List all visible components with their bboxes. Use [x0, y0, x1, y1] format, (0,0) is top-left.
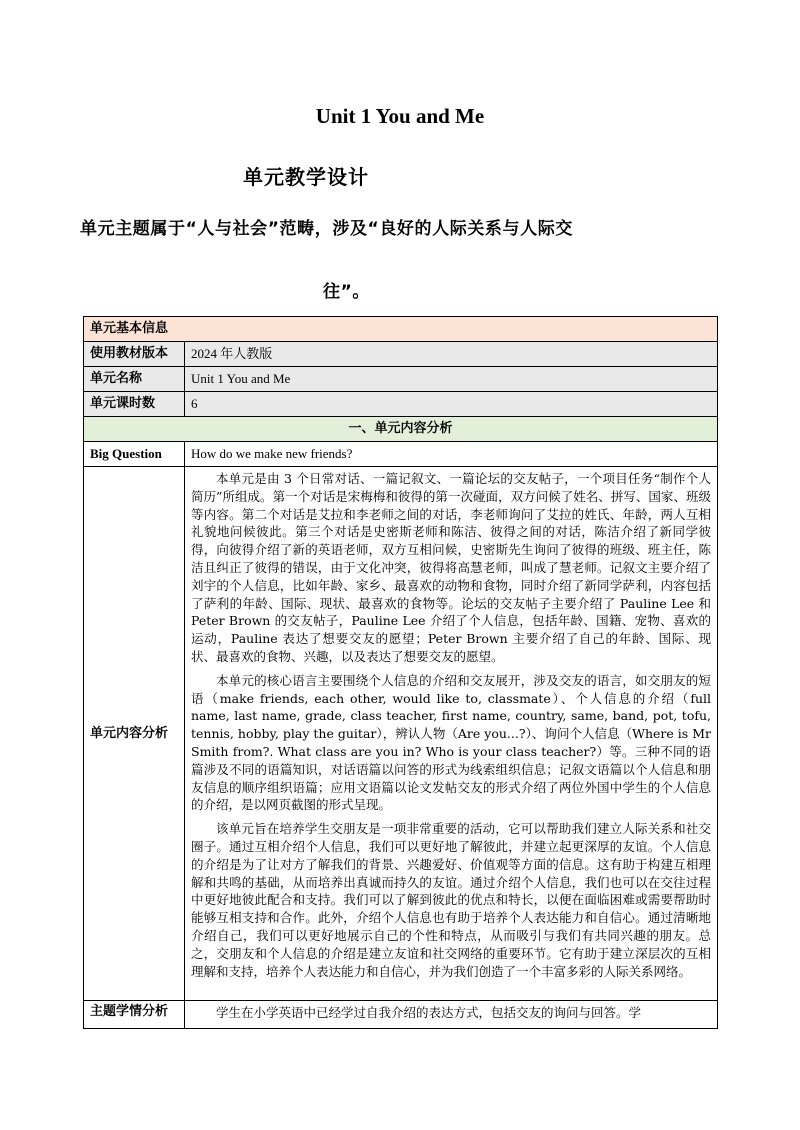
table-row — [84, 342, 718, 367]
table-row — [84, 367, 718, 392]
content-analysis-cell — [185, 467, 718, 1001]
lesson-count-value: 6 — [185, 392, 718, 417]
basic-info-header: 单元基本信息 — [84, 317, 718, 342]
content-analysis-label: 单元内容分析 — [84, 467, 185, 1001]
table-row — [84, 467, 718, 1001]
document-title-cn: 单元教学设计 — [243, 165, 369, 189]
theme-statement-line1: 单元主题属于“人与社会”范畴，涉及“良好的人际关系与人际交 — [80, 219, 573, 239]
table-header-row — [84, 317, 718, 342]
document-title-en: Unit 1 You and Me — [315, 104, 485, 128]
table-row — [84, 442, 718, 467]
textbook-version-label: 使用教材版本 — [84, 342, 185, 367]
unit-name-value: Unit 1 You and Me — [185, 367, 718, 392]
textbook-version-value: 2024 年人教版 — [185, 342, 718, 367]
section-row — [84, 417, 718, 442]
table-row — [84, 392, 718, 417]
content-paragraph: 该单元旨在培养学生交朋友是一项非常重要的活动，它可以帮助我们建立人际关系和社交圈子。通过互相介绍个人信息，我们可以更好地了解彼此，并建立起更深厚的友谊。个人信息的介绍是为了让对方了解我们的背景、兴趣爱好、价值观等方面的信息。这有助于构建互相理解和共鸣的基础，从而培养出真诚而持久的友谊。通过介绍个人信息，我们也可以在交往过程中更好地彼此配合和支持。我们可以了解到彼此的优点和特长，以便在面临困难或需要帮助时能够互相支持和合作。此外，介绍个人信息也有助于培养个人表达能力和自信心。通过清晰地介绍自己，我们可以更好地展示自己的个性和特点，从而吸引与我们有共同兴趣的朋友。总之，交朋友和个人信息的介绍是建立友谊和社交网络的重要环节。它有助于建立深层次的互相理解和支持，培养个人表达能力和自信心，并为我们创造了一个丰富多彩的人际关系网络。 — [191, 821, 712, 979]
unit-info-table — [83, 316, 718, 1029]
big-question-value: How do we make new friends? — [185, 442, 718, 467]
content-paragraph: 本单元的核心语言主要围绕个人信息的介绍和交友展开，涉及交友的语言，如交朋友的短语（make friends, each other, would like to, classmate）、个人信息的介绍（full name, last name, grade, class teacher, first name, country, same, band, pot, tofu, tennis, hobby, play the guitar），辨认人物（Are you...?）、询问个人信息（Where is Mr Smith from?. What class are you in? Who is your class teacher?）等。三种不同的语篇涉及不同的语篇知识，对话语篇以问答的形式为线索组织信息；记叙文语篇以个人信息和朋友信息的顺序组织语篇；应用文语篇以论文发帖交友的形式介绍了两位外国中学生的个人信息的介绍，是以网页截图的形式呈现。 — [191, 672, 712, 813]
big-question-label: Big Question — [84, 442, 185, 467]
student-analysis-text: 学生在小学英语中已经学过自我介绍的表达方式，包括交友的询问与回答。学 — [216, 1005, 642, 1020]
table-row — [84, 1001, 718, 1029]
student-analysis-cell — [185, 1001, 718, 1029]
theme-statement-line2: 往”。 — [323, 282, 370, 302]
lesson-count-label: 单元课时数 — [84, 392, 185, 417]
content-paragraph: 本单元是由 3 个日常对话、一篇记叙文、一篇论坛的交友帖子，一个项目任务“制作个人简历”所组成。第一个对话是宋梅梅和彼得的第一次碰面，双方问候了姓名、拼写、国家、班级等内容。第二个对话是艾拉和李老师之间的对话，李老师询问了艾拉的姓氏、年龄，两人互相礼貌地问候彼此。第三个对话是史密斯老师和陈洁、彼得之间的对话，陈洁介绍了新同学彼得，向彼得介绍了新的英语老师，双方互相问候，史密斯先生询问了彼得的班级、班主任，陈洁且纠正了彼得的错误，由于文化冲突，彼得将高慧老师，叫成了慧老师。记叙文主要介绍了刘宇的个人信息，比如年龄、家乡、最喜欢的动物和食物，同时介绍了新同学萨利，内容包括了萨利的年龄、国际、现状、最喜欢的食物等。论坛的交友帖子主要介绍了 Pauline Lee 和 Peter Brown 的交友帖子，Pauline Lee 介绍了个人信息，包括年龄、国籍、宠物、喜欢的运动，Pauline 表达了想要交友的愿望；Peter Brown 主要介绍了自己的年龄、国际、现状、最喜欢的食物、兴趣，以及表达了想要交友的愿望。 — [191, 471, 712, 664]
section-title-content-analysis: 一、单元内容分析 — [84, 417, 718, 442]
student-analysis-label: 主题学情分析 — [84, 1001, 185, 1029]
unit-name-label: 单元名称 — [84, 367, 185, 392]
